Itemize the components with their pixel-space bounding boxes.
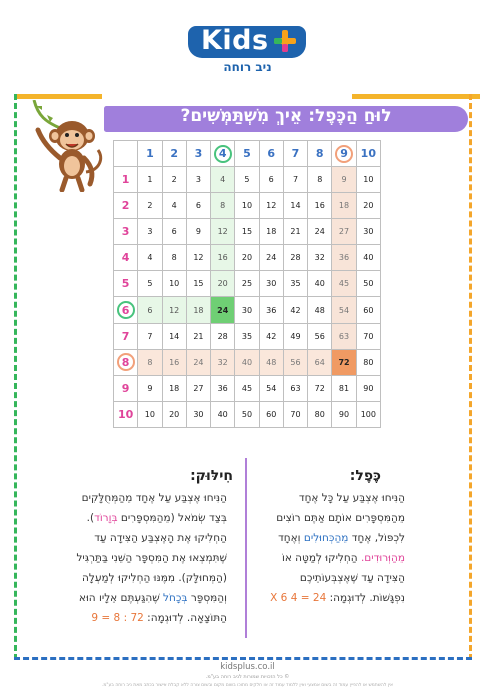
table-cell: 50: [356, 271, 380, 297]
table-cell: 7: [283, 167, 307, 193]
table-cell: 10: [235, 193, 259, 219]
table-cell: 12: [211, 219, 235, 245]
table-cell: 8: [162, 245, 186, 271]
row-header-10: 10: [114, 401, 138, 427]
table-cell: 9: [138, 375, 162, 401]
table-cell: 60: [356, 297, 380, 323]
table-cell: 9: [186, 219, 210, 245]
table-cell: 3: [138, 219, 162, 245]
table-cell: 40: [356, 245, 380, 271]
table-cell: 20: [356, 193, 380, 219]
table-cell: 6: [162, 219, 186, 245]
multiply-heading: כֶּפֶל:: [349, 468, 381, 484]
table-cell: 5: [138, 271, 162, 297]
table-cell: 36: [332, 245, 356, 271]
table-cell: 14: [162, 323, 186, 349]
table-cell: 35: [283, 271, 307, 297]
column-header-10: 10: [356, 141, 380, 167]
table-cell: 80: [356, 349, 380, 375]
table-cell: 45: [332, 271, 356, 297]
table-cell: 72: [308, 375, 332, 401]
table-cell: 36: [211, 375, 235, 401]
row-header-2: 2: [114, 193, 138, 219]
table-cell: 12: [162, 297, 186, 323]
table-cell: 6: [259, 167, 283, 193]
row-header-6: 6: [114, 297, 138, 323]
table-cell: 18: [162, 375, 186, 401]
table-cell: 42: [259, 323, 283, 349]
table-cell: 14: [283, 193, 307, 219]
table-cell: 90: [332, 401, 356, 427]
row-header-8: 8: [114, 349, 138, 375]
table-cell: 16: [211, 245, 235, 271]
table-cell: 27: [332, 219, 356, 245]
table-cell: 100: [356, 401, 380, 427]
table-cell: 81: [332, 375, 356, 401]
table-cell: 54: [259, 375, 283, 401]
table-cell: 40: [211, 401, 235, 427]
table-cell: 24: [211, 297, 235, 323]
monkey-illustration: [28, 100, 106, 192]
logo-subtitle: ניב רוחה: [223, 60, 272, 74]
table-cell: 3: [186, 167, 210, 193]
table-cell: 16: [162, 349, 186, 375]
table-cell: 70: [283, 401, 307, 427]
disclaimer: אין להשתמש או להפיץ עמוד זה בשום אמצעי ואין ללמוד עמוד זה או חלקים מתוכו בשום מקום ובשום צורה ללא קבלת אישור בכתב מאת ניב רוחה בע"מ.: [101, 683, 394, 688]
table-cell: 40: [308, 271, 332, 297]
row-header-5: 5: [114, 271, 138, 297]
table-cell: 4: [211, 167, 235, 193]
multiplication-table: [113, 140, 381, 428]
row-header-4: 4: [114, 245, 138, 271]
divide-example: 72 : 8 = 9: [91, 612, 144, 624]
table-cell: 45: [235, 375, 259, 401]
table-cell: 18: [259, 219, 283, 245]
table-cell: 63: [283, 375, 307, 401]
frame-bottom: [14, 657, 472, 660]
table-cell: 10: [356, 167, 380, 193]
table-cell: 10: [138, 401, 162, 427]
frame-top-right: [352, 94, 480, 99]
table-cell: 2: [138, 193, 162, 219]
table-cell: 56: [283, 349, 307, 375]
table-cell: 1: [138, 167, 162, 193]
table-cell: 42: [283, 297, 307, 323]
table-cell: 48: [259, 349, 283, 375]
table-cell: 18: [186, 297, 210, 323]
row-header-1: 1: [114, 167, 138, 193]
table-cell: 20: [162, 401, 186, 427]
table-cell: 8: [308, 167, 332, 193]
site-url[interactable]: kidsplus.co.il: [220, 662, 275, 672]
table-cell: 12: [259, 193, 283, 219]
table-cell: 54: [332, 297, 356, 323]
logo-text: Kids: [201, 25, 269, 56]
table-cell: 30: [186, 401, 210, 427]
table-cell: 21: [186, 323, 210, 349]
table-cell: 7: [138, 323, 162, 349]
table-cell: 20: [235, 245, 259, 271]
table-cell: 30: [259, 271, 283, 297]
logo-plus-icon: [274, 30, 296, 52]
table-cell: 12: [186, 245, 210, 271]
column-header-1: 1: [138, 141, 162, 167]
divide-text: הַנִּיחוּ אֶצְבַּע עַל אֶחָד מֵהַמְּחֻלָּקִים בְּצַד שְׂמֹאל (מֵהַמִּסְפָּרִים בְּוָרוֹד). הַחְלִיקוּ אֶת הָאֶצְבַּע הַצִּידָה עַד שֶׁתִּמְצְאוּ אֶת הַמִּסְפָּר הַשֵּׁנִי בַּתַּרְגִּיל (הַמְּחוּלָּק). מִמֶּנּוּ הַחְלִיקוּ לְמַעְלָה וְהַמִּסְפָּר בְּכָחֹל שֶׁהִגַּעְתֶּם אֵלָיו הוּא הַתּוֹצָאָה. לְדוּגְמָה: 72 : 8 = 9: [76, 492, 227, 624]
multiply-example: 24 = 4 X 6: [270, 592, 327, 604]
table-cell: 18: [332, 193, 356, 219]
frame-left: [14, 94, 17, 660]
table-cell: 56: [308, 323, 332, 349]
table-cell: 6: [138, 297, 162, 323]
table-cell: 28: [283, 245, 307, 271]
table-cell: 9: [332, 167, 356, 193]
table-cell: 60: [259, 401, 283, 427]
table-cell: 90: [356, 375, 380, 401]
table-cell: 21: [283, 219, 307, 245]
table-cell: 24: [259, 245, 283, 271]
column-divider: [245, 458, 247, 638]
table-cell: 2: [162, 167, 186, 193]
table-corner-cell: [114, 141, 138, 167]
column-header-9: 9: [332, 141, 356, 167]
table-cell: 30: [356, 219, 380, 245]
table-cell: 32: [211, 349, 235, 375]
table-cell: 25: [235, 271, 259, 297]
table-cell: 72: [332, 349, 356, 375]
column-header-7: 7: [283, 141, 307, 167]
table-cell: 50: [235, 401, 259, 427]
table-cell: 8: [211, 193, 235, 219]
row-header-3: 3: [114, 219, 138, 245]
table-cell: 35: [235, 323, 259, 349]
table-cell: 64: [308, 349, 332, 375]
page-title: לוּחַ הַכֶּפֶל: אֵיךְ מִשְׁתַּמְּשִׁים?: [180, 106, 392, 126]
table-cell: 10: [162, 271, 186, 297]
column-header-3: 3: [186, 141, 210, 167]
copyright: © כל הזכויות שמורות לניב רוחה בע"מ.: [205, 674, 290, 680]
table-cell: 80: [308, 401, 332, 427]
multiply-text: הַנִּיחוּ אֶצְבַּע עַל כָּל אֶחָד מֵהַמִּסְפָּרִים אוֹתָם אַתֶּם רוֹצִים לִכְפּוֹל, אֶחָד מֵהַכְּחוּלִים וְאֶחָד מֵהַוְּרוּדִים. הַחְלִיקוּ לְמַטָּה אוֹ הַצִּידָה עַד שֶׁאֶצְבְּעוֹתֵיכֶם נִפְגָּשׁוֹת. לְדוּגְמָה: 24 = 4 X 6: [270, 492, 405, 604]
table-cell: 8: [138, 349, 162, 375]
table-cell: 20: [211, 271, 235, 297]
table-cell: 4: [162, 193, 186, 219]
table-cell: 24: [186, 349, 210, 375]
column-header-2: 2: [162, 141, 186, 167]
table-cell: 16: [308, 193, 332, 219]
column-header-6: 6: [259, 141, 283, 167]
table-cell: 63: [332, 323, 356, 349]
table-cell: 40: [235, 349, 259, 375]
table-cell: 27: [186, 375, 210, 401]
table-cell: 6: [186, 193, 210, 219]
divide-heading: חִילּוּק:: [190, 468, 233, 484]
table-cell: 36: [259, 297, 283, 323]
frame-top-left: [14, 94, 102, 99]
table-cell: 15: [235, 219, 259, 245]
table-cell: 5: [235, 167, 259, 193]
table-cell: 49: [283, 323, 307, 349]
table-cell: 4: [138, 245, 162, 271]
column-header-4: 4: [211, 141, 235, 167]
table-cell: 24: [308, 219, 332, 245]
table-cell: 28: [211, 323, 235, 349]
table-cell: 32: [308, 245, 332, 271]
column-header-8: 8: [308, 141, 332, 167]
table-cell: 48: [308, 297, 332, 323]
frame-right: [469, 94, 472, 660]
table-cell: 15: [186, 271, 210, 297]
table-cell: 30: [235, 297, 259, 323]
column-header-5: 5: [235, 141, 259, 167]
row-header-9: 9: [114, 375, 138, 401]
table-cell: 70: [356, 323, 380, 349]
row-header-7: 7: [114, 323, 138, 349]
